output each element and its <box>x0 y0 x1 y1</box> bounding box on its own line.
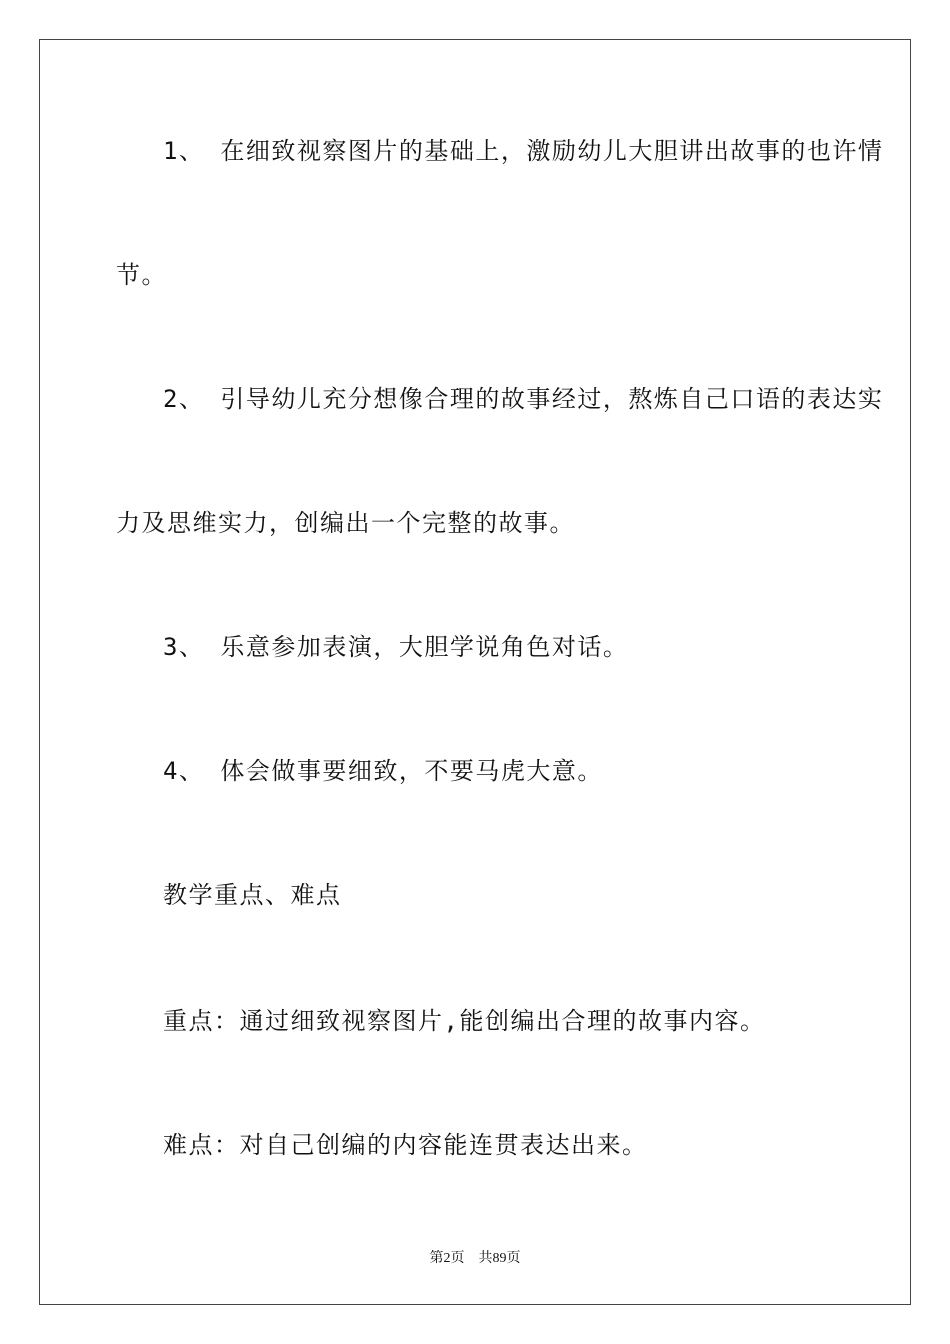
page-number: 第2页 <box>429 1251 465 1266</box>
objective-1-line-2: 节。 <box>116 261 167 289</box>
difficult-point: 难点：对自己创编的内容能连贯表达出来。 <box>163 1131 648 1159</box>
key-point: 重点：通过细致视察图片,能创编出合理的故事内容。 <box>163 1007 766 1035</box>
page-border <box>39 39 911 1305</box>
page-footer <box>0 1247 950 1267</box>
section-heading: 教学重点、难点 <box>163 881 342 909</box>
objective-2-line-1: 2、 引导幼儿充分想像合理的故事经过，熬炼自己口语的表达实 <box>163 385 884 413</box>
objective-4: 4、 体会做事要细致，不要马虎大意。 <box>163 757 603 785</box>
objective-2-line-2: 力及思维实力，创编出一个完整的故事。 <box>116 509 575 537</box>
page-total: 共89页 <box>478 1251 521 1266</box>
objective-1-line-1: 1、 在细致视察图片的基础上，激励幼儿大胆讲出故事的也许情 <box>163 137 884 165</box>
objective-3: 3、 乐意参加表演，大胆学说角色对话。 <box>163 633 629 661</box>
